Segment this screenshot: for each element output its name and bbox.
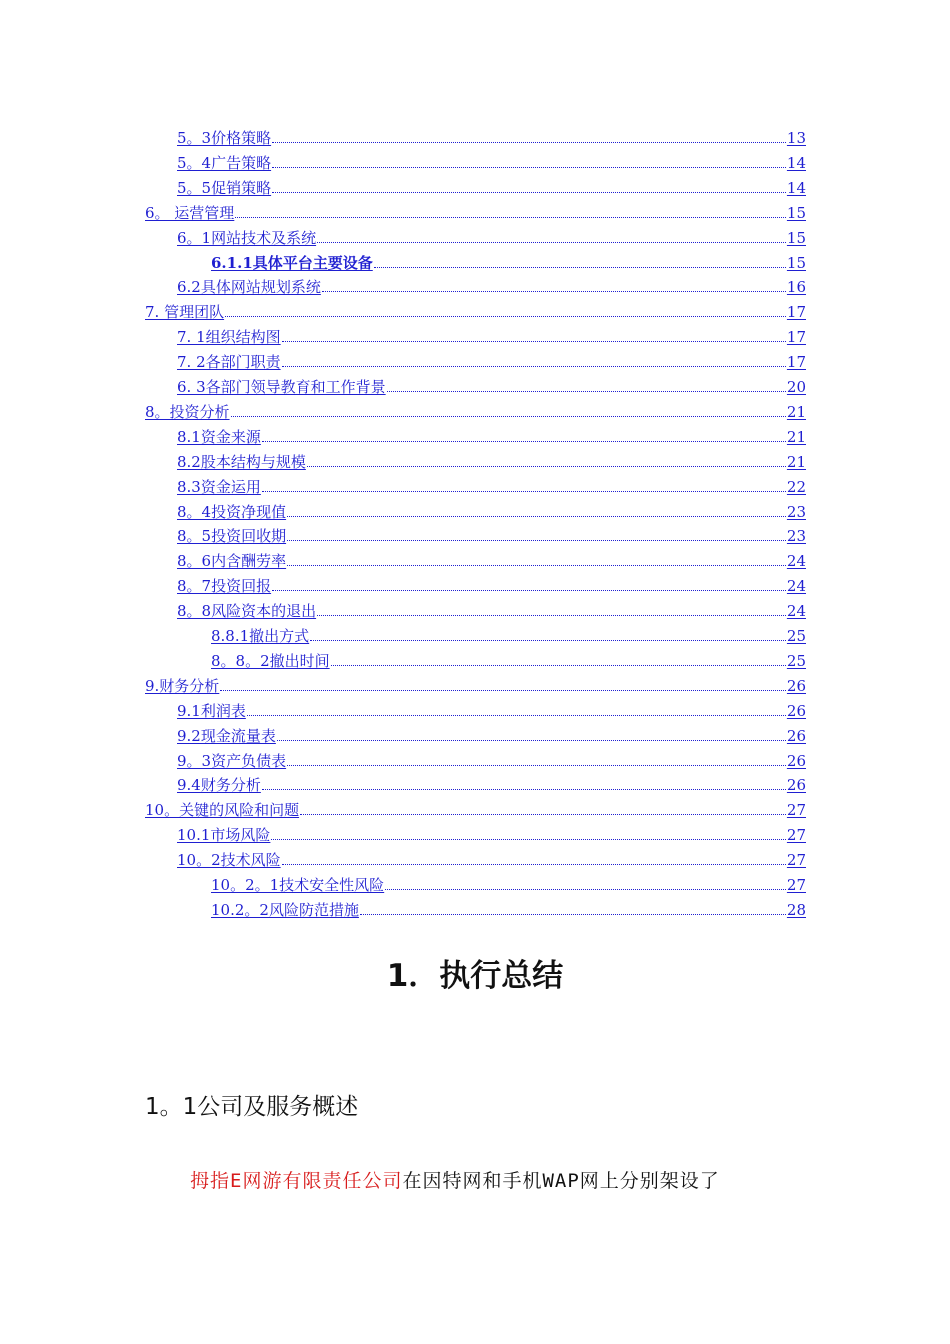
toc-entry-label[interactable]: 10。2。1技术安全性风险 — [211, 876, 385, 894]
toc-dot-leader — [287, 515, 786, 517]
toc-dot-leader — [385, 888, 786, 890]
toc-entry-page[interactable]: 26 — [786, 751, 806, 770]
toc-dot-leader — [317, 241, 786, 243]
toc-entry-label[interactable]: 8.2股本结构与规模 — [177, 452, 306, 471]
toc-entry-label[interactable]: 8。4投资净现值 — [177, 502, 287, 521]
toc-dot-leader — [307, 465, 786, 467]
toc-entry-page[interactable]: 15 — [786, 203, 806, 222]
toc-entry[interactable] — [177, 722, 806, 746]
toc-entry-page[interactable]: 17 — [786, 353, 806, 372]
toc-entry-page[interactable]: 17 — [786, 303, 806, 322]
toc-entry-label[interactable]: 7. 管理团队 — [145, 303, 225, 322]
toc-entry-label[interactable]: 6. 3各部门领导教育和工作背景 — [177, 378, 386, 396]
toc-dot-leader — [282, 340, 786, 342]
toc-dot-leader — [235, 216, 786, 218]
toc-entry-label[interactable]: 6.2具体网站规划系统 — [177, 278, 321, 297]
toc-dot-leader — [277, 739, 786, 741]
toc-entry-label[interactable]: 8.8.1撤出方式 — [211, 627, 310, 645]
toc-entry-page[interactable]: 17 — [786, 328, 806, 347]
toc-entry-label[interactable]: 5。3价格策略 — [177, 129, 272, 147]
toc-entry-label[interactable]: 9。3资产负债表 — [177, 751, 287, 770]
toc-entry[interactable] — [177, 273, 806, 297]
toc-dot-leader — [387, 390, 786, 392]
toc-entry[interactable] — [177, 771, 806, 795]
toc-entry-page[interactable]: 27 — [786, 876, 806, 894]
toc-entry[interactable] — [211, 647, 806, 671]
toc-entry[interactable] — [177, 473, 806, 497]
toc-dot-leader — [287, 564, 786, 566]
toc-entry-page[interactable]: 27 — [786, 851, 806, 870]
toc-entry[interactable] — [177, 846, 806, 870]
toc-entry-label[interactable]: 8。投资分析 — [145, 402, 230, 421]
toc-entry-page[interactable]: 26 — [786, 776, 806, 795]
toc-entry-page[interactable]: 25 — [786, 651, 806, 670]
toc-entry-page[interactable]: 13 — [786, 129, 806, 147]
toc-entry-page[interactable]: 26 — [786, 676, 806, 695]
toc-entry[interactable] — [177, 821, 806, 845]
toc-entry[interactable] — [177, 224, 806, 248]
toc-entry[interactable] — [177, 174, 806, 198]
toc-entry[interactable] — [211, 249, 806, 273]
toc-entry-page[interactable]: 20 — [786, 378, 806, 396]
toc-entry-page[interactable]: 22 — [786, 477, 806, 496]
toc-dot-leader — [271, 838, 786, 840]
body-paragraph-text: 在因特网和手机WAP网上分别架设了 — [402, 1170, 720, 1192]
toc-entry-page[interactable]: 28 — [786, 900, 806, 919]
toc-entry[interactable] — [145, 672, 806, 696]
toc-entry[interactable] — [177, 747, 806, 771]
toc-entry-label[interactable]: 9.财务分析 — [145, 676, 220, 695]
toc-entry[interactable] — [177, 547, 806, 571]
toc-entry-page[interactable]: 24 — [786, 602, 806, 621]
toc-dot-leader — [282, 365, 786, 367]
toc-entry[interactable] — [177, 348, 806, 372]
toc-entry-label[interactable]: 9.2现金流量表 — [177, 726, 276, 745]
toc-entry-label[interactable]: 5。4广告策略 — [177, 153, 272, 172]
toc-entry-page[interactable]: 25 — [786, 627, 806, 645]
toc-entry-label[interactable]: 8。8。2撤出时间 — [211, 651, 330, 670]
toc-dot-leader — [272, 141, 786, 143]
toc-dot-leader — [272, 589, 786, 591]
toc-dot-leader — [374, 266, 786, 268]
toc-dot-leader — [262, 788, 786, 790]
subsection-heading-company-overview: 1。1公司及服务概述 — [145, 1094, 359, 1120]
toc-entry-page[interactable]: 21 — [786, 452, 806, 471]
section-heading-executive-summary: 1．执行总结 — [386, 958, 564, 994]
toc-entry-page[interactable]: 23 — [786, 502, 806, 521]
toc-dot-leader — [310, 639, 786, 641]
toc-entry-label[interactable]: 7. 1组织结构图 — [177, 328, 281, 347]
toc-entry-label[interactable]: 10。关键的风险和问题 — [145, 801, 300, 820]
toc-dot-leader — [272, 191, 786, 193]
toc-entry[interactable] — [145, 298, 806, 322]
toc-entry[interactable] — [177, 597, 806, 621]
toc-entry-page[interactable]: 23 — [786, 527, 806, 546]
toc-dot-leader — [262, 490, 786, 492]
toc-entry[interactable] — [177, 498, 806, 522]
toc-entry[interactable] — [177, 572, 806, 596]
toc-entry-label[interactable]: 9.1利润表 — [177, 701, 246, 720]
toc-entry[interactable] — [211, 871, 806, 895]
toc-entry-label[interactable]: 5。5促销策略 — [177, 178, 272, 197]
toc-entry-label[interactable]: 8。7投资回报 — [177, 577, 272, 596]
toc-entry-page[interactable]: 14 — [786, 153, 806, 172]
toc-entry-label[interactable]: 8。6内含酬劳率 — [177, 552, 287, 571]
toc-entry-page[interactable]: 27 — [786, 826, 806, 845]
toc-dot-leader — [300, 813, 786, 815]
toc-entry-label[interactable]: 8.3资金运用 — [177, 477, 261, 496]
toc-entry[interactable] — [177, 522, 806, 546]
toc-dot-leader — [282, 863, 786, 865]
toc-dot-leader — [287, 764, 786, 766]
toc-entry-label[interactable]: 10。2技术风险 — [177, 851, 281, 870]
toc-entry[interactable] — [177, 697, 806, 721]
toc-entry[interactable] — [145, 796, 806, 820]
toc-dot-leader — [220, 689, 786, 691]
toc-entry[interactable] — [211, 896, 806, 920]
toc-entry-page[interactable]: 26 — [786, 701, 806, 720]
toc-entry-page[interactable]: 14 — [786, 178, 806, 197]
toc-dot-leader — [231, 415, 786, 417]
toc-entry[interactable] — [211, 622, 806, 646]
toc-entry[interactable] — [177, 373, 806, 397]
company-name: 拇指E网游有限责任公司 — [190, 1170, 403, 1192]
toc-dot-leader — [247, 714, 786, 716]
toc-entry-page[interactable]: 21 — [786, 402, 806, 421]
toc-dot-leader — [360, 913, 786, 915]
toc-dot-leader — [225, 315, 786, 317]
toc-entry-label[interactable]: 10.2。2风险防范措施 — [211, 900, 359, 919]
toc-entry[interactable] — [177, 149, 806, 173]
toc-entry[interactable] — [177, 448, 806, 472]
toc-entry-page[interactable]: 24 — [786, 552, 806, 571]
toc-dot-leader — [262, 440, 786, 442]
toc-entry-page[interactable]: 15 — [786, 228, 806, 247]
toc-entry-page[interactable]: 24 — [786, 577, 806, 596]
toc-entry-label[interactable]: 6.1.1具体平台主要设备 — [211, 253, 373, 272]
toc-entry[interactable] — [177, 323, 806, 347]
body-paragraph — [190, 1166, 830, 1193]
toc-entry[interactable] — [177, 423, 806, 447]
toc-entry-page[interactable]: 21 — [786, 427, 806, 446]
toc-entry[interactable] — [145, 398, 806, 422]
toc-entry-page[interactable]: 16 — [786, 278, 806, 297]
toc-entry-label[interactable]: 6。 运营管理 — [145, 203, 235, 222]
toc-entry-label[interactable]: 8。5投资回收期 — [177, 527, 287, 546]
toc-entry[interactable] — [177, 124, 806, 148]
toc-entry-page[interactable]: 27 — [786, 801, 806, 820]
toc-entry[interactable] — [145, 199, 806, 223]
toc-entry-label[interactable]: 8。8风险资本的退出 — [177, 602, 317, 621]
toc-dot-leader — [331, 664, 786, 666]
toc-entry-label[interactable]: 6。1网站技术及系统 — [177, 228, 317, 247]
toc-entry-label[interactable]: 10.1市场风险 — [177, 826, 271, 845]
toc-entry-label[interactable]: 8.1资金来源 — [177, 427, 261, 446]
toc-dot-leader — [317, 614, 786, 616]
toc-dot-leader — [322, 290, 786, 292]
toc-dot-leader — [272, 166, 786, 168]
toc-entry-label[interactable]: 9.4财务分析 — [177, 776, 261, 795]
toc-dot-leader — [287, 539, 786, 541]
toc-entry-label[interactable]: 7. 2各部门职责 — [177, 353, 281, 372]
toc-entry-page[interactable]: 26 — [786, 726, 806, 745]
toc-entry-page[interactable]: 15 — [786, 253, 806, 272]
